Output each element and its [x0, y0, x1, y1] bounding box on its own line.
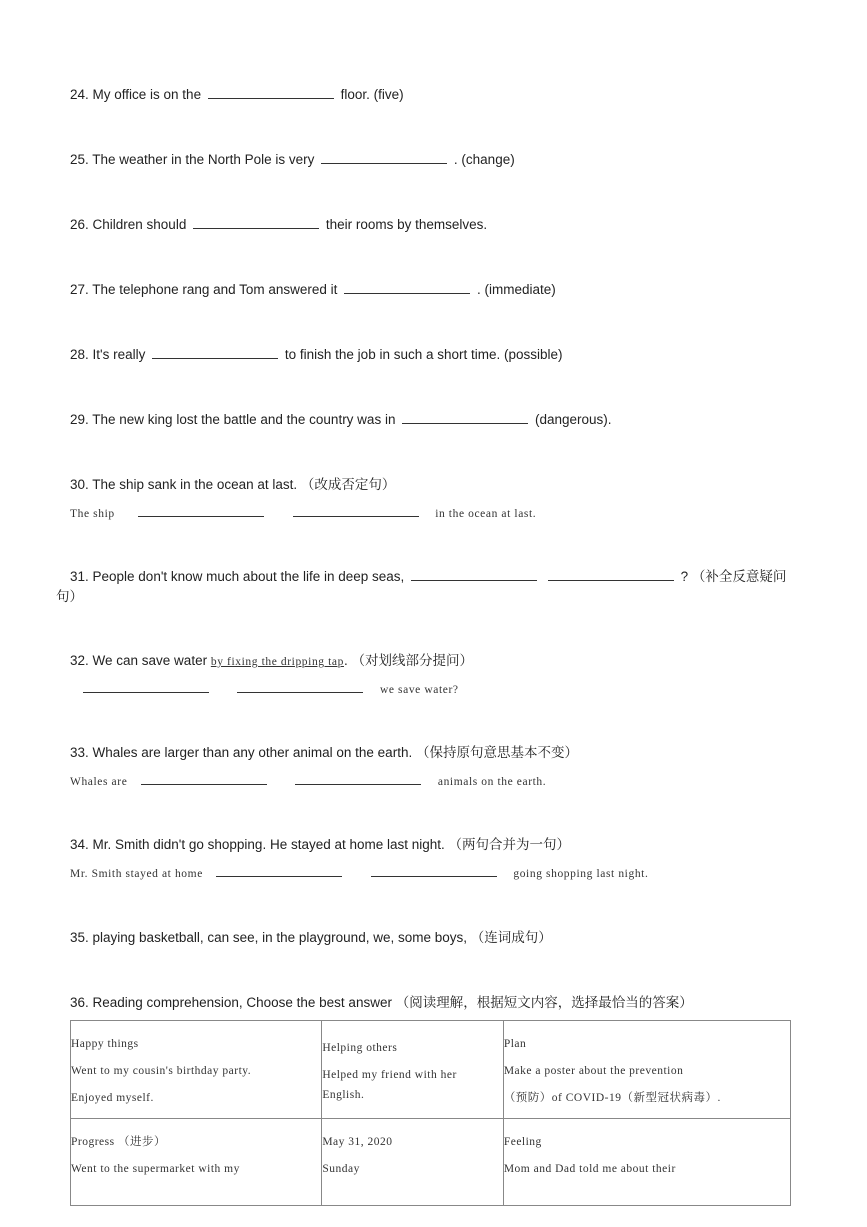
cell-feeling	[503, 1119, 790, 1206]
table-row	[71, 1021, 791, 1119]
question-26	[70, 215, 487, 235]
table-row	[71, 1119, 791, 1206]
reading-table	[70, 1020, 791, 1206]
question-text: 24. My office is on the	[70, 87, 202, 102]
cell-plan	[503, 1021, 790, 1119]
answer-suffix: in the ocean at last.	[435, 508, 537, 520]
answer-blank[interactable]	[216, 864, 342, 877]
question-29	[70, 410, 612, 430]
cell-heading: May 31, 2020	[322, 1136, 393, 1148]
question-31-wrap	[56, 587, 83, 607]
answer-blank[interactable]	[402, 411, 528, 424]
question-text: 35. playing basketball, can see, in the playground, we, some boys, （连词成句）	[70, 930, 552, 945]
question-text: 25. The weather in the North Pole is very	[70, 152, 315, 167]
answer-blank[interactable]	[295, 772, 421, 785]
cell-heading: Progress （进步）	[71, 1136, 166, 1148]
cell-progress	[71, 1119, 322, 1206]
cell-line: English.	[322, 1089, 365, 1101]
question-text-end: to finish the job in such a short time. (possible)	[284, 347, 563, 362]
answer-prefix: The ship	[70, 508, 115, 520]
cell-heading: Helping others	[322, 1042, 398, 1054]
question-33	[70, 743, 578, 763]
cell-line: Mom and Dad told me about their	[503, 1163, 676, 1175]
question-27	[70, 280, 556, 300]
answer-line-30	[70, 504, 536, 524]
answer-line-32	[80, 680, 459, 700]
question-hint: ? （补全反意疑问	[680, 569, 787, 584]
answer-blank[interactable]	[411, 568, 537, 581]
answer-blank[interactable]	[321, 151, 447, 164]
cell-heading: Feeling	[503, 1136, 542, 1148]
cell-heading: Happy things	[71, 1038, 139, 1050]
question-36	[70, 993, 693, 1013]
answer-blank[interactable]	[138, 504, 264, 517]
question-text: 29. The new king lost the battle and the country was in	[70, 412, 396, 427]
question-hint: . （对划线部分提问）	[343, 653, 473, 668]
question-text: 27. The telephone rang and Tom answered it	[70, 282, 338, 297]
answer-prefix: Whales are	[70, 776, 128, 788]
cell-line: Helped my friend with her	[322, 1069, 457, 1081]
question-text: 33. Whales are larger than any other animal on the earth. （保持原句意思基本不变）	[70, 745, 578, 760]
answer-blank[interactable]	[237, 680, 363, 693]
answer-blank[interactable]	[371, 864, 497, 877]
answer-blank[interactable]	[208, 86, 334, 99]
question-31	[70, 567, 786, 587]
cell-line: Make a poster about the prevention	[503, 1065, 684, 1077]
cell-heading: Plan	[503, 1038, 527, 1050]
underlined-phrase: by fixing the dripping tap	[210, 656, 344, 668]
answer-prefix: Mr. Smith stayed at home	[70, 868, 203, 880]
answer-suffix: going shopping last night.	[513, 868, 649, 880]
question-hint: . (change)	[453, 152, 515, 167]
question-text: 30. The ship sank in the ocean at last. （改成否定句）	[70, 477, 396, 492]
question-text: 28. It's really	[70, 347, 146, 362]
cell-helping-others	[322, 1021, 504, 1119]
question-34	[70, 835, 570, 855]
question-text: 32. We can save water	[70, 653, 208, 668]
question-hint: floor. (five)	[340, 87, 404, 102]
question-25	[70, 150, 515, 170]
question-hint: . (immediate)	[476, 282, 556, 297]
question-32	[70, 651, 473, 672]
answer-blank[interactable]	[152, 346, 278, 359]
question-35	[70, 928, 552, 948]
question-28	[70, 345, 563, 365]
question-30	[70, 475, 395, 495]
answer-line-33	[70, 772, 546, 792]
question-24	[70, 85, 404, 105]
cell-line: Sunday	[322, 1163, 360, 1175]
cell-line: Went to my cousin's birthday party.	[71, 1065, 252, 1077]
answer-suffix: we save water?	[379, 684, 459, 696]
cell-happy-things	[71, 1021, 322, 1119]
answer-blank[interactable]	[344, 281, 470, 294]
answer-blank[interactable]	[193, 216, 319, 229]
cell-line: Went to the supermarket with my	[71, 1163, 240, 1175]
answer-blank[interactable]	[548, 568, 674, 581]
answer-suffix: animals on the earth.	[437, 776, 547, 788]
answer-blank[interactable]	[293, 504, 419, 517]
question-hint-continued: 句）	[56, 589, 83, 604]
cell-date	[322, 1119, 504, 1206]
answer-blank[interactable]	[141, 772, 267, 785]
question-text: 31. People don't know much about the life in deep seas,	[70, 569, 405, 584]
question-hint: (dangerous).	[534, 412, 612, 427]
question-text: 36. Reading comprehension, Choose the best answer （阅读理解，根据短文内容，选择最恰当的答案）	[70, 995, 693, 1010]
question-text: 34. Mr. Smith didn't go shopping. He stayed at home last night. （两句合并为一句）	[70, 837, 571, 852]
question-text: 26. Children should	[70, 217, 187, 232]
answer-blank[interactable]	[83, 680, 209, 693]
question-text-end: their rooms by themselves.	[325, 217, 488, 232]
cell-line: Enjoyed myself.	[71, 1092, 154, 1104]
answer-line-34	[70, 864, 648, 884]
cell-line: （预防）of COVID-19（新型冠状病毒）.	[503, 1092, 721, 1104]
